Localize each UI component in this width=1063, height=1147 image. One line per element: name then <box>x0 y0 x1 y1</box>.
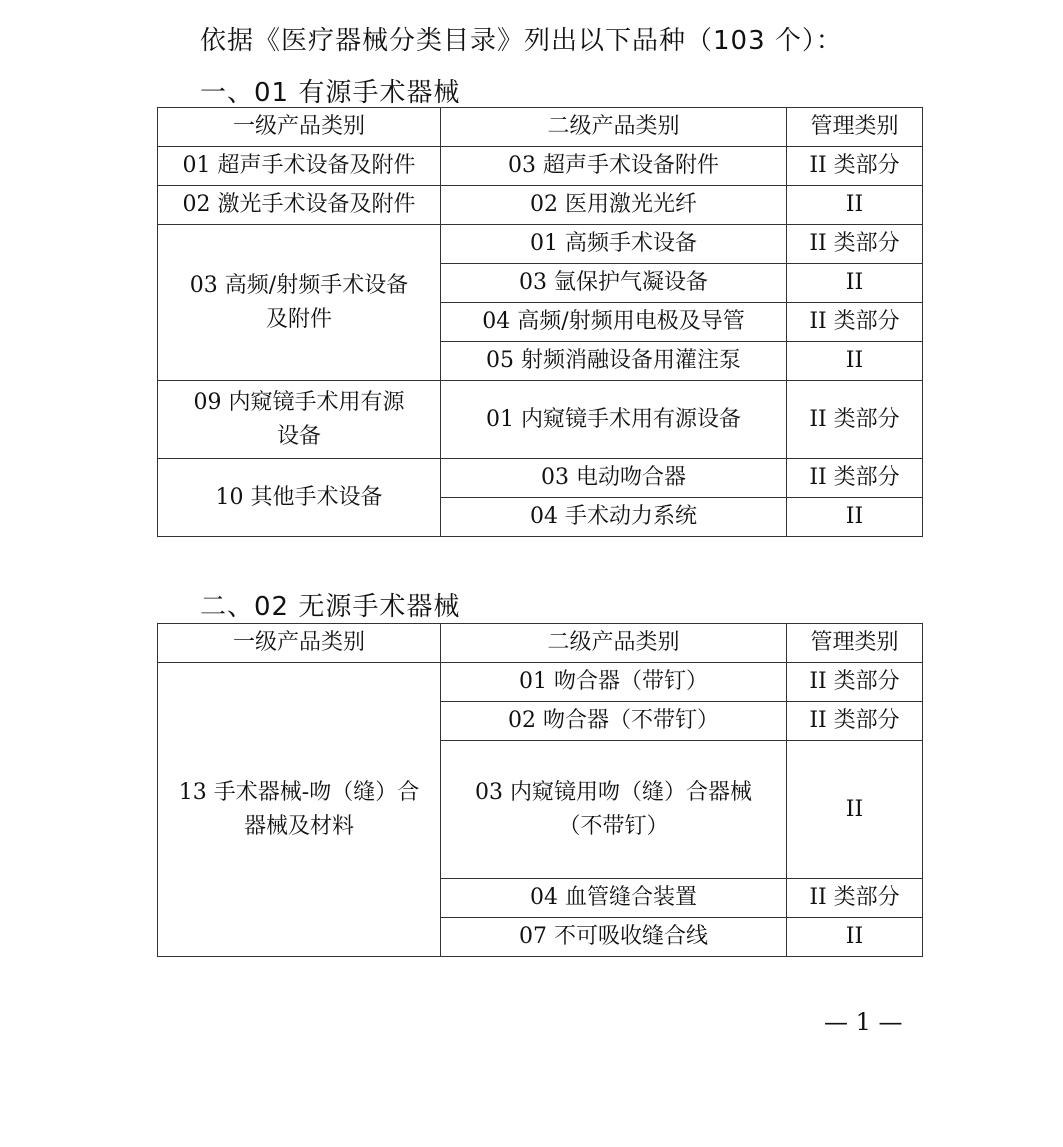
primary-category-cell: 01 超声手术设备及附件 <box>158 147 441 186</box>
section-2-title: 二、02 无源手术器械 <box>200 592 461 622</box>
management-class-cell: II <box>787 186 923 225</box>
secondary-category-cell: 02 医用激光光纤 <box>441 186 787 225</box>
section-2-table <box>157 623 923 957</box>
secondary-category-cell: 07 不可吸收缝合线 <box>441 918 787 957</box>
page-number: — 1 — <box>824 1008 903 1036</box>
management-class-cell: II 类部分 <box>787 459 923 498</box>
management-class-cell: II <box>787 741 923 879</box>
table-row <box>158 381 923 459</box>
management-class-cell: II 类部分 <box>787 381 923 459</box>
primary-category-cell: 10 其他手术设备 <box>158 459 441 537</box>
management-class-cell: II 类部分 <box>787 303 923 342</box>
table-header-row <box>158 624 923 663</box>
table-row <box>158 147 923 186</box>
secondary-category-cell: 04 血管缝合装置 <box>441 879 787 918</box>
secondary-category-cell: 01 吻合器（带钉） <box>441 663 787 702</box>
management-class-cell: II 类部分 <box>787 879 923 918</box>
secondary-category-cell: 01 高频手术设备 <box>441 225 787 264</box>
header-management-class: 管理类别 <box>787 108 923 147</box>
primary-category-cell: 02 激光手术设备及附件 <box>158 186 441 225</box>
secondary-category-cell: 03 电动吻合器 <box>441 459 787 498</box>
primary-category-cell: 13 手术器械-吻（缝）合器械及材料 <box>158 663 441 957</box>
table-row <box>158 663 923 702</box>
secondary-category-cell: 01 内窥镜手术用有源设备 <box>441 381 787 459</box>
management-class-cell: II 类部分 <box>787 225 923 264</box>
primary-category-cell: 09 内窥镜手术用有源设备 <box>158 381 441 459</box>
primary-category-cell: 03 高频/射频手术设备及附件 <box>158 225 441 381</box>
header-secondary-category: 二级产品类别 <box>441 624 787 663</box>
secondary-category-cell: 02 吻合器（不带钉） <box>441 702 787 741</box>
management-class-cell: II 类部分 <box>787 702 923 741</box>
table-row <box>158 186 923 225</box>
management-class-cell: II <box>787 264 923 303</box>
table-row <box>158 459 923 498</box>
section-1-title: 一、01 有源手术器械 <box>200 78 461 108</box>
table-header-row <box>158 108 923 147</box>
header-primary-category: 一级产品类别 <box>158 624 441 663</box>
intro-text: 依据《医疗器械分类目录》列出以下品种（103 个）： <box>200 26 843 56</box>
management-class-cell: II <box>787 918 923 957</box>
management-class-cell: II <box>787 342 923 381</box>
section-1-table <box>157 107 923 537</box>
table-row <box>158 225 923 264</box>
secondary-category-cell: 05 射频消融设备用灌注泵 <box>441 342 787 381</box>
management-class-cell: II <box>787 498 923 537</box>
secondary-category-cell: 03 超声手术设备附件 <box>441 147 787 186</box>
secondary-category-cell: 04 高频/射频用电极及导管 <box>441 303 787 342</box>
management-class-cell: II 类部分 <box>787 147 923 186</box>
secondary-category-cell: 03 氩保护气凝设备 <box>441 264 787 303</box>
management-class-cell: II 类部分 <box>787 663 923 702</box>
header-management-class: 管理类别 <box>787 624 923 663</box>
secondary-category-cell: 04 手术动力系统 <box>441 498 787 537</box>
header-primary-category: 一级产品类别 <box>158 108 441 147</box>
secondary-category-cell: 03 内窥镜用吻（缝）合器械（不带钉） <box>441 741 787 879</box>
header-secondary-category: 二级产品类别 <box>441 108 787 147</box>
